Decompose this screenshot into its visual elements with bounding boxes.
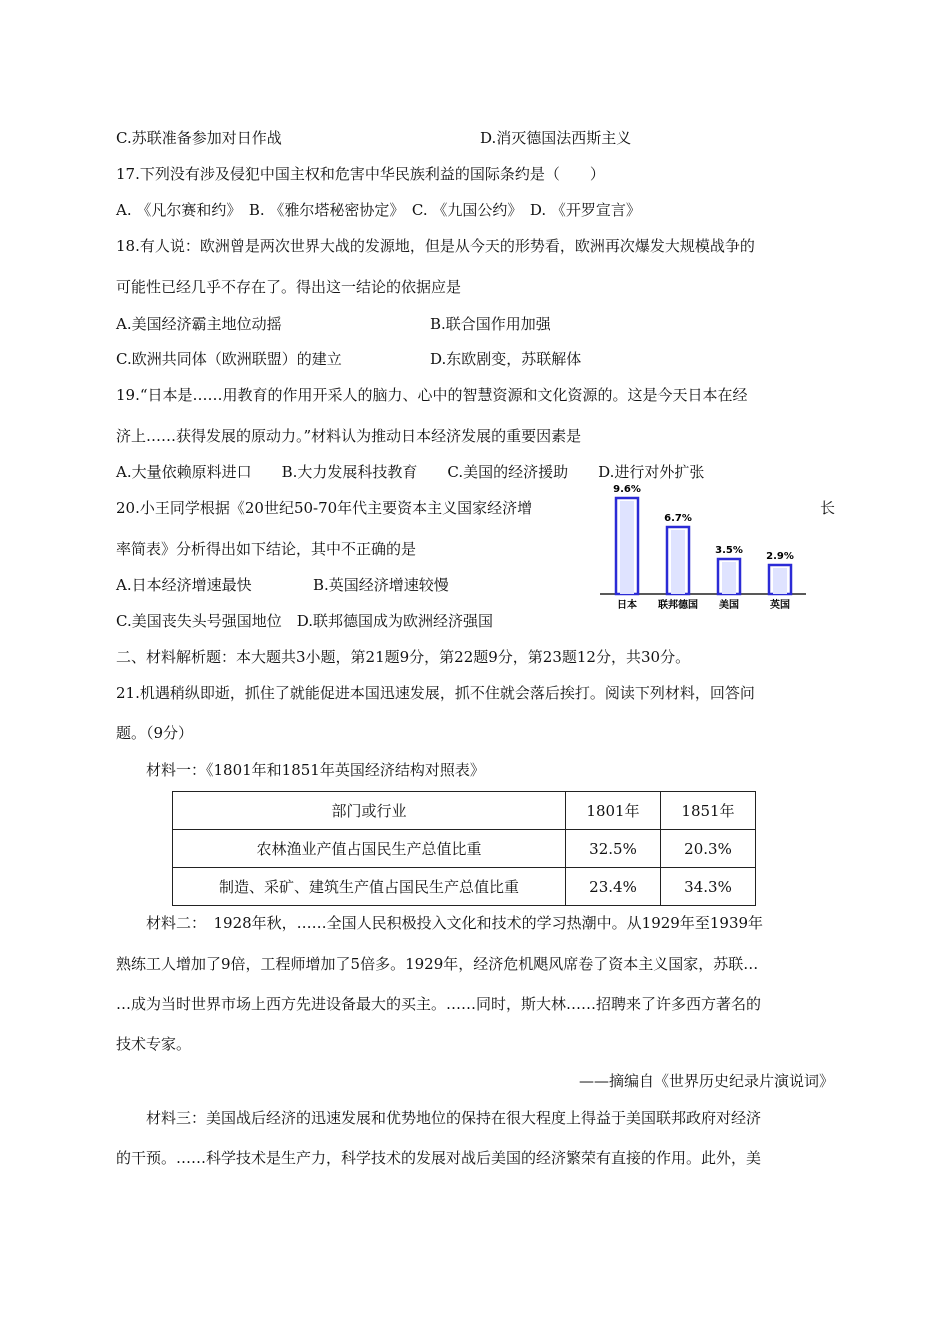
q19-options: A.大量依赖原料进口 B.大力发展科技教育 C.美国的经济援助 D.进行对外扩张	[116, 463, 705, 481]
q16-option-c: C.苏联准备参加对日作战	[116, 129, 282, 147]
q17-stem: 17.下列没有涉及侵犯中国主权和危害中华民族利益的国际条约是（ ）	[116, 165, 605, 183]
q21-stem-line1: 21.机遇稍纵即逝，抓住了就能促进本国迅速发展，抓不住就会落后挨打。阅读下列材料，回答问	[116, 684, 755, 702]
material-3-line2: 的干预。……科学技术是生产力，科学技术的发展对战后美国的经济繁荣有直接的作用。此外，美	[116, 1149, 762, 1167]
q16-option-d: D.消灭德国法西斯主义	[480, 129, 632, 147]
q19-stem-line1: 19.“日本是……用教育的作用开采人的脑力、心中的智慧资源和文化资源的。这是今天日本在经	[116, 386, 748, 404]
data-label-2: 3.5%	[715, 545, 743, 556]
table-cell: 农林渔业产值占国民生产总值比重	[173, 830, 566, 868]
q20-option-b: B.英国经济增速较慢	[313, 576, 449, 594]
q18-option-a: A.美国经济霸主地位动摇	[116, 315, 282, 333]
table-row	[173, 830, 756, 868]
table-header-cell: 部门或行业	[173, 792, 566, 830]
category-label-0: 日本	[617, 600, 637, 611]
growth-rate-bar-chart	[596, 478, 810, 618]
bar-shade-1	[671, 530, 685, 594]
q20-stem-line1: 20.小王同学根据《20世纪50-70年代主要资本主义国家经济增	[116, 499, 533, 517]
material-2-line2: 熟练工人增加了9倍，工程师增加了5倍多。1929年，经济危机飓风席卷了资本主义国家，苏联…	[116, 955, 759, 973]
table-cell: 34.3%	[661, 868, 756, 906]
material-1-title: 材料一：《1801年和1851年英国经济结构对照表》	[146, 761, 485, 779]
category-label-3: 英国	[770, 600, 790, 611]
q20-stem-line2: 率简表》分析得出如下结论，其中不正确的是	[116, 540, 417, 558]
table-cell: 23.4%	[566, 868, 661, 906]
q20-option-a: A.日本经济增速最快	[116, 576, 252, 594]
material-2-line3: …成为当时世界市场上西方先进设备最大的买主。……同时，斯大林……招聘来了许多西方著名的	[116, 995, 762, 1013]
data-label-3: 2.9%	[766, 551, 794, 562]
category-label-2: 美国	[719, 600, 739, 611]
table-cell: 32.5%	[566, 830, 661, 868]
q19-stem-line2: 济上……获得发展的原动力。”材料认为推动日本经济发展的重要因素是	[116, 427, 582, 445]
table-header-row	[173, 792, 756, 830]
bar-shade-3	[773, 568, 787, 594]
category-label-1: 联邦德国	[658, 600, 698, 611]
material-2-line1: 材料二： 1928年秋，……全国人民积极投入文化和技术的学习热潮中。从1929年至1939年	[146, 914, 764, 932]
bar-shade-0	[620, 501, 634, 594]
section-2-heading: 二、材料解析题：本大题共3小题，第21题9分，第22题9分，第23题12分，共30分。	[116, 648, 691, 666]
material-2-source: ——摘编自《世界历史纪录片演说词》	[578, 1072, 834, 1090]
q18-stem-line2: 可能性已经几乎不存在了。得出这一结论的依据应是	[116, 278, 462, 296]
economic-structure-table	[172, 791, 756, 906]
q20-options-cd: C.美国丧失头号强国地位 D.联邦德国成为欧洲经济强国	[116, 612, 493, 630]
q20-stem-line1-tail: 长	[820, 499, 836, 517]
data-label-0: 9.6%	[613, 484, 641, 495]
q18-option-d: D.东欧剧变，苏联解体	[430, 350, 582, 368]
q21-stem-line2: 题。（9分）	[116, 724, 194, 742]
table-cell: 20.3%	[661, 830, 756, 868]
q18-option-c: C.欧洲共同体（欧洲联盟）的建立	[116, 350, 342, 368]
q18-stem-line1: 18.有人说：欧洲曾是两次世界大战的发源地，但是从今天的形势看，欧洲再次爆发大规模战争的	[116, 237, 755, 255]
table-header-cell: 1801年	[566, 792, 661, 830]
data-label-1: 6.7%	[664, 513, 692, 524]
q18-option-b: B.联合国作用加强	[430, 315, 551, 333]
bar-shade-2	[722, 562, 736, 594]
table-header-cell: 1851年	[661, 792, 756, 830]
table-cell: 制造、采矿、建筑生产值占国民生产总值比重	[173, 868, 566, 906]
table-row	[173, 868, 756, 906]
material-3-line1: 材料三：美国战后经济的迅速发展和优势地位的保持在很大程度上得益于美国联邦政府对经济	[146, 1109, 762, 1127]
q17-options: A. 《凡尔赛和约》 B. 《雅尔塔秘密协定》 C. 《九国公约》 D. 《开罗宣言》	[116, 201, 641, 219]
material-2-line4: 技术专家。	[116, 1035, 192, 1053]
